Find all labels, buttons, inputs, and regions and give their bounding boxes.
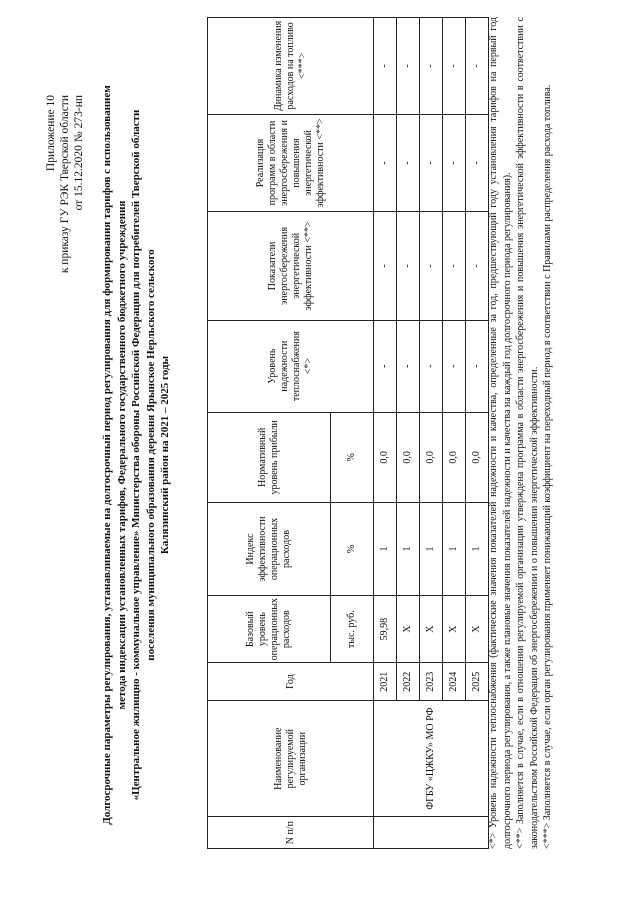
cell-program: -: [420, 114, 443, 211]
appendix-order: к приказу ГУ РЭК Тверской области: [59, 95, 71, 274]
cell-energy: -: [443, 212, 466, 320]
cell-dynamics: -: [466, 18, 489, 115]
cell-year: 2023: [420, 663, 443, 701]
appendix-number: Приложение 10: [45, 95, 57, 172]
cell-profit: 0,0: [397, 412, 420, 502]
cell-profit: 0,0: [466, 412, 489, 502]
cell-year: 2025: [466, 663, 489, 701]
cell-index: 1: [466, 503, 489, 596]
cell-program: -: [443, 114, 466, 211]
cell-program: -: [397, 114, 420, 211]
header-base-level: Базовый уровень операционных расходов: [208, 595, 331, 662]
cell-profit: 0,0: [420, 412, 443, 502]
cell-reliability: -: [466, 320, 489, 412]
header-year: Год: [208, 663, 374, 701]
cell-base: Х: [443, 595, 466, 662]
cell-energy: -: [374, 212, 397, 320]
cell-base: Х: [420, 595, 443, 662]
cell-reliability: -: [397, 320, 420, 412]
header-organization: Наименование регулируемой организации: [208, 701, 374, 817]
cell-year: 2024: [443, 663, 466, 701]
cell-dynamics: -: [374, 18, 397, 115]
footnotes: [487, 17, 555, 849]
cell-dynamics: -: [443, 18, 466, 115]
header-fuel-dynamics: Динамика изменения расходов на топливо <***>: [208, 18, 374, 115]
footnote: <***> Заполняется в случае, если орган регулирования применяет понижающий коэффициент на переходный период в соответствии с Правилами распределения расхода топлива.: [542, 84, 553, 849]
header-efficiency-index: Индекс эффективности операционных расходов: [208, 503, 331, 596]
cell-base: Х: [466, 595, 489, 662]
cell-year: 2022: [397, 663, 420, 701]
unit-base: тыс. руб.: [331, 595, 374, 662]
cell-year: 2021: [374, 663, 397, 701]
cell-reliability: -: [374, 320, 397, 412]
header-energy-saving: Показатели энергосбережения энергетической эффективности <**>: [208, 212, 374, 320]
cell-dynamics: -: [397, 18, 420, 115]
cell-index: 1: [443, 503, 466, 596]
cell-organization: ФГБУ «ЦЖКУ» МО РФ: [374, 701, 489, 817]
cell-energy: -: [466, 212, 489, 320]
cell-energy: -: [420, 212, 443, 320]
cell-energy: -: [397, 212, 420, 320]
cell-index: 1: [397, 503, 420, 596]
header-reliability: Уровень надежности теплоснабжения <*>: [208, 320, 374, 412]
cell-num: [374, 817, 489, 849]
cell-reliability: -: [443, 320, 466, 412]
table-header-row: [208, 18, 331, 849]
cell-reliability: -: [420, 320, 443, 412]
appendix-header: [44, 95, 86, 273]
cell-index: 1: [374, 503, 397, 596]
header-profit-level: Нормативный уровень прибыли: [208, 412, 331, 502]
table-row: [374, 18, 397, 849]
footnote: <**> Заполняется в случае, если в отношении регулируемой организации утверждена программа в области энергосбережения и повышения энергетической эффективности в соответствии с законодательством Российской Федерации об энергосбережении и о повышении энергетической эффективности.: [515, 17, 540, 849]
document-title: [100, 46, 173, 864]
title-line: «Центральное жилищно - коммунальное управление» Министерства обороны Российской Федерации для потребителей Тверской области: [130, 109, 142, 801]
title-line: Долгосрочные параметры регулирования, устанавливаемые на долгосрочный период регулирования для формирования тарифов с использованием: [101, 85, 113, 825]
header-program: Реализация программ в области энергосбережения и повышения энергетической эффективности <**>: [208, 114, 374, 211]
cell-dynamics: -: [420, 18, 443, 115]
cell-index: 1: [420, 503, 443, 596]
cell-profit: 0,0: [443, 412, 466, 502]
cell-base: 59,98: [374, 595, 397, 662]
unit-profit: %: [331, 412, 374, 502]
appendix-date: от 15.12.2020 № 273-нп: [73, 95, 85, 211]
header-num: N п/п: [208, 817, 374, 849]
cell-base: Х: [397, 595, 420, 662]
title-line: поселения муниципального образования деревня Ярынское Нерльского сельского: [144, 249, 157, 661]
unit-index: %: [331, 503, 374, 596]
cell-program: -: [466, 114, 489, 211]
title-line: Калязинский район на 2021 – 2025 годы: [159, 355, 171, 555]
footnote: <*> Уровень надежности теплоснабжения (фактические значения показателей надежности и качества, определенные за год, предшествующий году установления тарифов на первый год долгосрочного периода регулирования, а также плановые значения показателей надежности и качества на каждый год долгосрочного периода регулирования).: [488, 17, 513, 849]
title-line: метода индексации установленных тарифов, Федерального государственного бюджетного учреждения: [115, 200, 128, 710]
parameters-table: [207, 17, 489, 849]
cell-profit: 0,0: [374, 412, 397, 502]
cell-program: -: [374, 114, 397, 211]
